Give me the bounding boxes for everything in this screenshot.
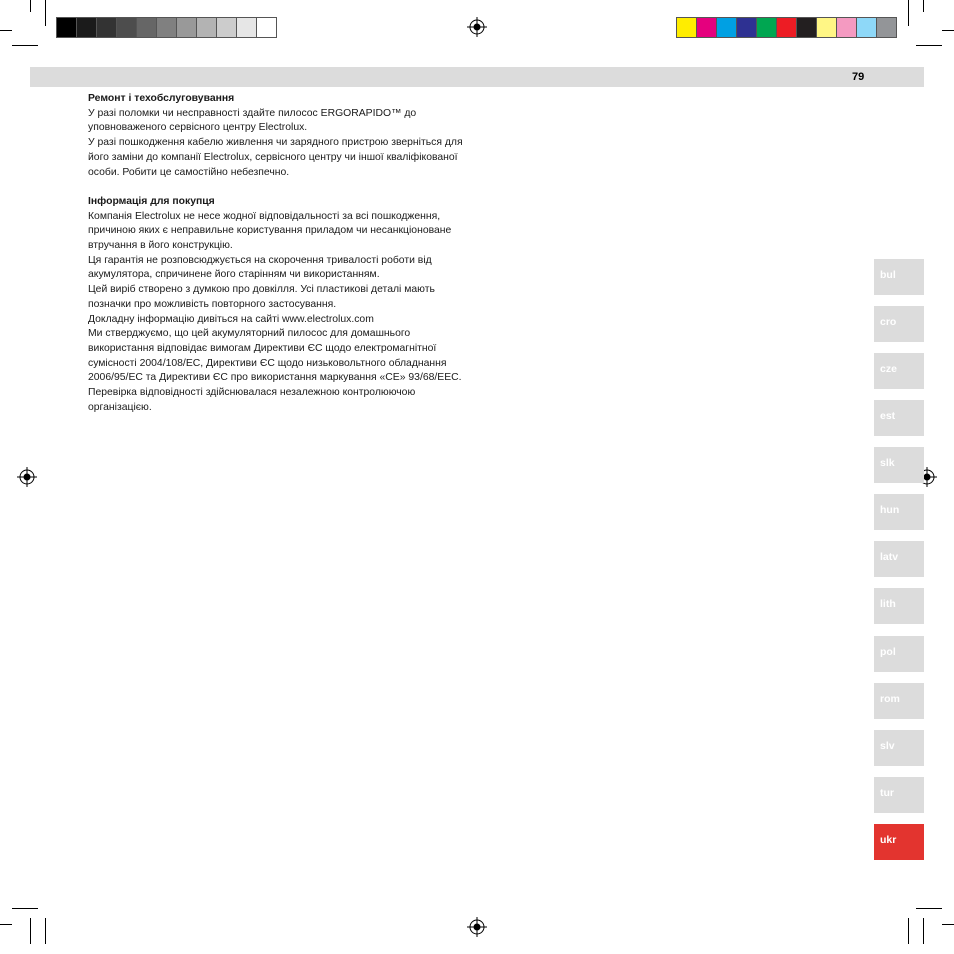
color-swatch [56, 17, 77, 38]
color-swatch [736, 17, 757, 38]
color-swatch [116, 17, 137, 38]
registration-target-icon [467, 917, 487, 937]
crop-mark [45, 918, 46, 944]
section-heading: Інформація для покупця [88, 195, 215, 207]
language-tab-tur[interactable]: tur [874, 777, 924, 813]
color-swatch [796, 17, 817, 38]
paragraph: Компанія Electrolux не несе жодної відповідальності за всі пошкодження, причиною яких є неправильне користування приладом чи несанкціоноване втручання в його конструкцію. [88, 210, 452, 252]
page-number: 79 [852, 71, 865, 83]
color-swatch [96, 17, 117, 38]
crop-mark [942, 924, 954, 925]
paragraph: Ця гарантія не розповсюджується на скорочення тривалості роботи від акумулятора, спричинене його старінням чи використанням. [88, 254, 432, 281]
crop-mark [45, 0, 46, 26]
language-tab-rom[interactable]: rom [874, 683, 924, 719]
process-color-bar [676, 17, 897, 37]
color-swatch [236, 17, 257, 38]
paragraph: Докладну інформацію дивіться на сайті www.electrolux.com [88, 313, 374, 325]
crop-mark [916, 45, 942, 46]
registration-target-icon [467, 17, 487, 37]
crop-mark [0, 924, 12, 925]
language-tab-slk[interactable]: slk [874, 447, 924, 483]
color-swatch [696, 17, 717, 38]
language-tab-hun[interactable]: hun [874, 494, 924, 530]
header-band [30, 67, 924, 87]
language-tab-lith[interactable]: lith [874, 588, 924, 624]
color-swatch [816, 17, 837, 38]
language-tab-latv[interactable]: latv [874, 541, 924, 577]
section-repair [88, 92, 468, 180]
color-swatch [176, 17, 197, 38]
color-swatch [136, 17, 157, 38]
color-swatch [76, 17, 97, 38]
language-tab-est[interactable]: est [874, 400, 924, 436]
color-swatch [256, 17, 277, 38]
language-tab-pol[interactable]: pol [874, 636, 924, 672]
section-customer-info [88, 195, 468, 416]
color-swatch [716, 17, 737, 38]
manual-text [88, 92, 468, 415]
color-swatch [876, 17, 897, 38]
crop-mark [30, 918, 31, 944]
language-tab-slv[interactable]: slv [874, 730, 924, 766]
section-heading: Ремонт і техобслуговування [88, 93, 235, 104]
color-swatch [156, 17, 177, 38]
color-swatch [676, 17, 697, 38]
crop-mark [923, 0, 924, 12]
crop-mark [942, 30, 954, 31]
language-tab-bul[interactable]: bul [874, 259, 924, 295]
crop-mark [0, 30, 12, 31]
crop-mark [30, 0, 31, 12]
language-tab-cze[interactable]: cze [874, 353, 924, 389]
crop-mark [923, 918, 924, 944]
color-swatch [216, 17, 237, 38]
paragraph: Цей виріб створено з думкою про довкілля. Усі пластикові деталі мають позначки про можливість повторного застосування. [88, 284, 435, 310]
paragraph: У разі пошкодження кабелю живлення чи зарядного пристрою зверніться для його заміни до компанії Electrolux, сервісного центру чи іншої кваліфікованої особи. Робити це самостійно небезпечно. [88, 137, 463, 178]
color-swatch [756, 17, 777, 38]
color-swatch [196, 17, 217, 38]
crop-mark [12, 45, 38, 46]
crop-mark [916, 908, 942, 909]
grayscale-color-bar [56, 17, 277, 37]
registration-target-icon [17, 467, 37, 487]
language-tab-ukr[interactable]: ukr [874, 824, 924, 860]
crop-mark [12, 908, 38, 909]
paragraph: У разі поломки чи несправності здайте пилосос ERGORAPIDO™ до уповноваженого сервісного центру Electrolux. [88, 107, 417, 134]
color-swatch [836, 17, 857, 38]
language-tab-cro[interactable]: cro [874, 306, 924, 342]
crop-mark [908, 0, 909, 26]
color-swatch [776, 17, 797, 38]
paragraph: Ми стверджуємо, що цей акумуляторний пилосос для домашнього використання відповідає вимогам Директиви ЄС щодо електромагнітної сумісності 2004/108/EC, Директиви ЄС щодо низьковольтного обладнання 2006/95/EC та Директиви ЄС про використання маркування «CE» 93/68/EEC. Перевірка відповідності здійснювалася незалежною контролюючою організацією. [88, 328, 462, 413]
crop-mark [908, 918, 909, 944]
color-swatch [856, 17, 877, 38]
